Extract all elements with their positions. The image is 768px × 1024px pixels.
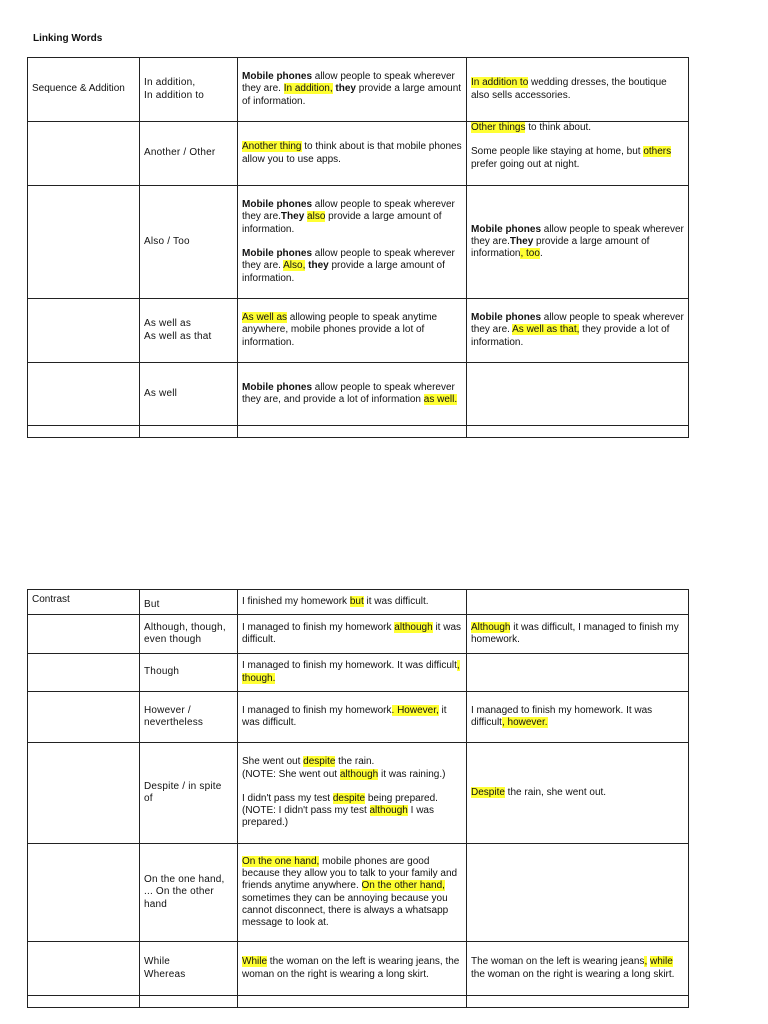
linking-word: Another / Other	[144, 147, 216, 159]
highlighted-linking-word: despite	[332, 792, 366, 804]
example-text: the woman on the left is wearing jeans, the woman on the right is wearing a long skirt.	[242, 956, 460, 980]
bold-text: Mobile phones	[242, 381, 312, 393]
example-cell-1	[238, 122, 467, 186]
empty-cell	[467, 996, 689, 1008]
linking-words-table-addition	[27, 57, 689, 438]
category-cell	[28, 692, 140, 743]
linking-word: As well as	[144, 318, 192, 330]
example-paragraph	[471, 146, 684, 171]
bold-text: They	[280, 211, 305, 223]
example-cell-2	[467, 692, 689, 743]
example-text: (NOTE: I didn't pass my test	[242, 805, 370, 817]
highlighted-linking-word: while	[650, 956, 673, 968]
category-cell: Sequence & Addition	[28, 58, 140, 122]
example-cell-1	[238, 942, 467, 996]
table-row	[28, 692, 689, 743]
linking-word: of	[144, 793, 153, 804]
example-text: I managed to finish my homework. It was difficult	[242, 660, 457, 672]
example-paragraph	[242, 382, 462, 407]
example-text: allowing people to speak anytime anywhere, mobile phones provide a lot of information.	[242, 312, 438, 348]
example-text: wedding dresses, the boutique also sells accessories.	[471, 77, 667, 101]
empty-cell	[28, 426, 140, 438]
example-text: allow people to speak wherever they are.	[242, 199, 455, 223]
highlighted-linking-word: On the other hand,	[361, 880, 445, 892]
example-text: I finished my homework	[242, 595, 350, 607]
example-cell-1	[238, 615, 467, 654]
example-paragraph	[242, 71, 462, 108]
table-row	[28, 590, 689, 615]
bold-text: Mobile phones	[242, 71, 312, 83]
highlighted-linking-word: but	[349, 595, 364, 607]
highlighted-linking-word: , too	[520, 248, 540, 260]
example-cell-1	[238, 186, 467, 299]
highlighted-linking-word: As well as that,	[512, 324, 580, 336]
highlighted-linking-word: although	[394, 621, 433, 633]
example-cell-1	[238, 692, 467, 743]
linking-word: As well as that	[144, 330, 212, 342]
table-row	[28, 363, 689, 426]
example-text: sometimes they can be annoying because you cannot disconnect, there is always a whatsapp message to look at.	[242, 892, 449, 929]
linking-word: Although, though,	[144, 621, 226, 633]
table-row	[28, 186, 689, 299]
example-paragraph	[471, 224, 684, 261]
highlighted-linking-word: others	[643, 146, 672, 158]
category-cell	[28, 942, 140, 996]
highlighted-linking-word: also	[307, 211, 326, 223]
linking-word-cell	[140, 844, 238, 942]
example-cell-2	[467, 615, 689, 654]
bold-text: Mobile phones	[242, 199, 312, 211]
linking-word: However /	[144, 704, 191, 716]
example-paragraph	[242, 705, 462, 730]
linking-word: Also / Too	[144, 235, 190, 247]
table-row	[28, 122, 689, 186]
empty-cell	[238, 426, 467, 438]
example-paragraph	[471, 956, 684, 981]
linking-word: In addition to	[144, 89, 205, 101]
example-text: The woman on the left is wearing jeans	[471, 956, 645, 968]
example-cell-2	[467, 58, 689, 122]
example-text: allow people to speak wherever they are.	[471, 223, 684, 247]
example-text: it was difficult.	[363, 595, 429, 607]
example-text: prefer going out at night.	[471, 158, 580, 170]
empty-row	[28, 996, 689, 1008]
highlighted-linking-word: although	[339, 768, 379, 780]
example-text: the rain.	[335, 756, 375, 768]
bold-text: They	[509, 235, 534, 247]
highlighted-linking-word: On the one hand,	[242, 855, 320, 867]
linking-word: But	[144, 598, 160, 610]
category-cell	[28, 122, 140, 186]
example-text: I managed to finish my homework	[242, 704, 392, 716]
example-paragraph	[242, 956, 462, 981]
example-paragraph	[242, 856, 462, 930]
example-cell-1	[238, 299, 467, 363]
empty-cell	[140, 996, 238, 1008]
example-cell-2	[467, 363, 689, 426]
linking-word-cell	[140, 654, 238, 692]
example-text: it was difficult.	[242, 621, 462, 645]
highlighted-linking-word: Other things	[471, 122, 526, 133]
example-paragraph	[471, 122, 684, 134]
linking-word-cell	[140, 615, 238, 654]
highlighted-linking-word: Another thing	[242, 141, 302, 153]
highlighted-linking-word: In addition to	[471, 77, 529, 89]
example-cell-1	[238, 654, 467, 692]
table-row	[28, 844, 689, 942]
table-row	[28, 299, 689, 363]
linking-word-cell	[140, 58, 238, 122]
linking-word-cell	[140, 363, 238, 426]
bold-text: they	[308, 260, 329, 272]
example-cell-2	[467, 654, 689, 692]
empty-cell	[140, 426, 238, 438]
example-cell-2	[467, 743, 689, 844]
highlighted-linking-word: While	[242, 956, 268, 968]
example-text: it was difficult.	[242, 704, 447, 728]
category-cell	[28, 615, 140, 654]
highlighted-linking-word: In addition,	[283, 83, 333, 95]
highlighted-linking-word: although	[369, 805, 408, 817]
example-cell-2	[467, 186, 689, 299]
example-text: I managed to finish my homework	[242, 621, 395, 633]
example-text: I was prepared.)	[242, 805, 434, 829]
example-text: allow people to speak wherever they are.	[471, 312, 684, 336]
table-row	[28, 654, 689, 692]
example-text: provide a large amount of information	[471, 235, 650, 260]
example-text: they provide a lot of information.	[471, 324, 670, 348]
bold-text: Mobile phones	[471, 223, 541, 235]
linking-word-cell	[140, 942, 238, 996]
highlighted-linking-word: As well as	[242, 312, 288, 324]
category-cell	[28, 743, 140, 844]
category-cell: Contrast	[28, 590, 140, 615]
example-text: allow people to speak wherever they are.	[242, 71, 455, 95]
example-cell-1	[238, 844, 467, 942]
bold-text: they	[335, 83, 356, 95]
empty-cell	[467, 426, 689, 438]
example-paragraph	[471, 705, 684, 730]
example-paragraph	[242, 793, 462, 830]
example-cell-2	[467, 299, 689, 363]
highlighted-linking-word: Although	[471, 621, 511, 633]
example-paragraph	[242, 660, 462, 685]
example-cell-1	[238, 590, 467, 615]
table-row	[28, 743, 689, 844]
example-cell-2	[467, 590, 689, 615]
table-row	[28, 58, 689, 122]
highlighted-linking-word: as well.	[423, 394, 458, 405]
linking-word: Despite / in spite	[144, 780, 222, 792]
linking-words-table-contrast	[27, 589, 689, 1008]
linking-word-cell	[140, 590, 238, 615]
example-text: the rain, she went out.	[504, 786, 607, 798]
example-text: Some people like staying at home, but	[471, 146, 644, 158]
example-paragraph	[242, 312, 462, 349]
example-paragraph	[471, 77, 684, 102]
example-text: to think about.	[525, 122, 592, 133]
empty-cell	[238, 996, 467, 1008]
example-text: it was difficult, I managed to finish my homework.	[471, 621, 679, 645]
highlighted-linking-word: , however.	[501, 717, 548, 728]
document-title: Linking Words	[33, 33, 103, 44]
example-text: I managed to finish my homework. It was difficult	[471, 704, 653, 728]
highlighted-linking-word: despite	[303, 756, 336, 768]
example-text: allow people to speak wherever they are.	[242, 248, 455, 272]
example-paragraph	[471, 787, 684, 799]
example-paragraph	[242, 141, 462, 166]
bold-text: Mobile phones	[242, 248, 312, 259]
example-text: (NOTE: She went out	[242, 768, 340, 780]
empty-row	[28, 426, 689, 438]
example-text: She went out	[242, 756, 304, 768]
example-paragraph	[242, 248, 462, 285]
highlighted-linking-word: ,	[644, 956, 648, 968]
example-text: to think about is that mobile phones allow you to use apps.	[242, 141, 462, 165]
example-cell-1	[238, 743, 467, 844]
linking-word-cell	[140, 186, 238, 299]
linking-word-cell	[140, 299, 238, 363]
example-cell-2	[467, 122, 689, 186]
linking-word: nevertheless	[144, 717, 204, 728]
linking-word: even though	[144, 634, 202, 645]
linking-word: Whereas	[144, 968, 186, 980]
example-text: mobile phones are good because they allow you to talk to your family and friends anytime anywhere.	[242, 855, 458, 892]
example-text: provide a large amount of information.	[242, 260, 445, 284]
highlighted-linking-word: Despite	[471, 786, 505, 798]
table-row	[28, 942, 689, 996]
example-paragraph	[242, 199, 462, 236]
highlighted-linking-word: , though.	[242, 660, 460, 684]
example-text: the woman on the right is wearing a long skirt.	[471, 968, 675, 980]
linking-word: On the one hand,	[144, 874, 225, 886]
example-paragraph	[242, 596, 462, 608]
example-text: allow people to speak wherever they are, and provide a lot of information	[242, 381, 455, 405]
highlighted-linking-word: . However,	[391, 704, 439, 716]
linking-word: hand	[144, 898, 168, 910]
category-cell	[28, 654, 140, 692]
linking-word: ... On the other	[144, 886, 214, 898]
example-text: provide a large amount of information.	[242, 83, 462, 107]
example-text: .	[539, 248, 543, 260]
example-text: I didn't pass my test	[242, 792, 333, 804]
category-cell	[28, 844, 140, 942]
linking-word-cell	[140, 743, 238, 844]
example-cell-1	[238, 58, 467, 122]
example-paragraph	[471, 312, 684, 349]
highlighted-linking-word: Also,	[283, 260, 306, 272]
example-cell-1	[238, 363, 467, 426]
example-text: it was raining.)	[378, 768, 446, 780]
linking-word: While	[144, 956, 171, 968]
example-paragraph	[242, 622, 462, 647]
example-cell-2	[467, 942, 689, 996]
linking-word: As well	[144, 387, 178, 399]
example-paragraph	[471, 622, 684, 647]
category-cell	[28, 299, 140, 363]
table-row	[28, 615, 689, 654]
linking-word: In addition,	[144, 77, 196, 89]
example-cell-2	[467, 844, 689, 942]
bold-text: Mobile phones	[471, 312, 541, 324]
linking-word: Though	[144, 666, 180, 678]
example-text: provide a large amount of information.	[242, 211, 442, 235]
linking-word-cell	[140, 122, 238, 186]
linking-word-cell	[140, 692, 238, 743]
empty-cell	[28, 996, 140, 1008]
category-cell	[28, 186, 140, 299]
category-cell	[28, 363, 140, 426]
example-text: being prepared.	[365, 792, 438, 804]
example-paragraph	[242, 756, 462, 781]
